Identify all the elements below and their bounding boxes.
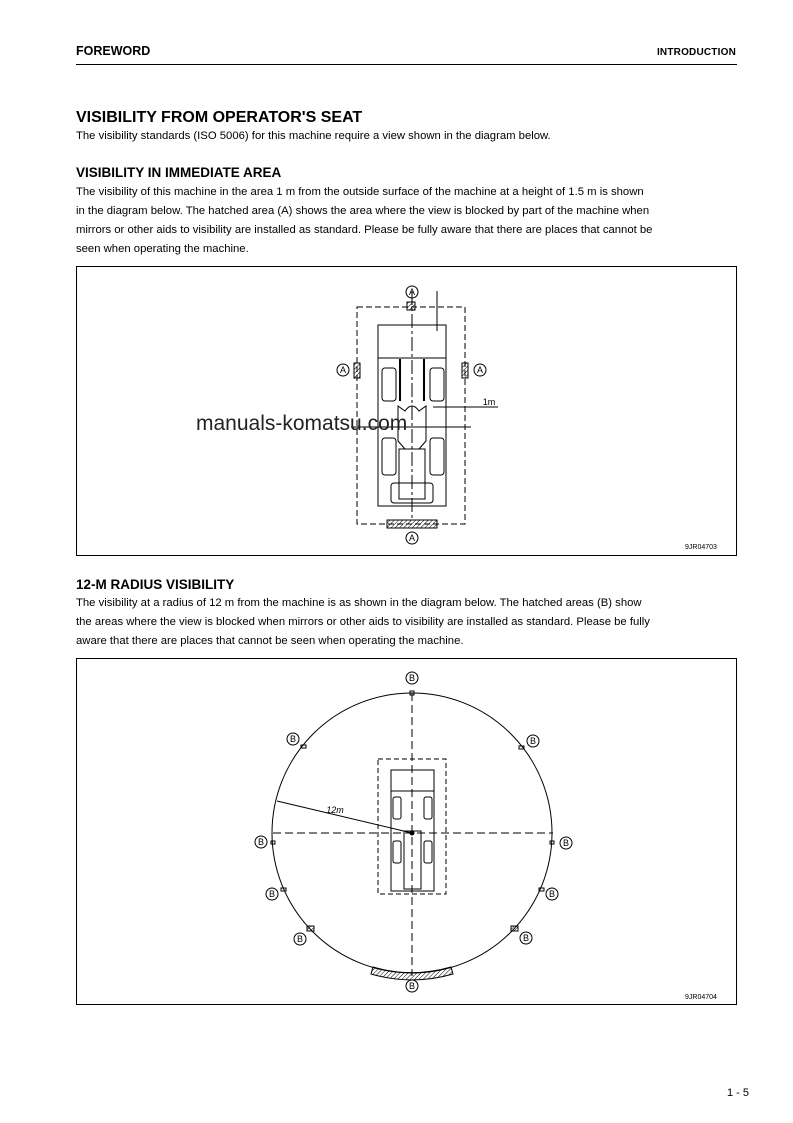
page-title: VISIBILITY FROM OPERATOR'S SEAT xyxy=(76,109,363,126)
label-b: B xyxy=(296,934,304,944)
page-number: 1 - 5 xyxy=(726,1087,749,1099)
immediate-area-diagram xyxy=(77,267,736,555)
intro-text: The visibility standards (ISO 5006) for this machine require a view shown in the diagram below. xyxy=(76,130,551,142)
label-b: B xyxy=(408,981,416,991)
header-divider xyxy=(76,64,737,65)
label-a: A xyxy=(408,533,416,543)
figure-12m-radius xyxy=(76,658,737,1005)
section1-text: in the diagram below. The hatched area (A) shows the area where the view is blocked by part of the machine when xyxy=(76,205,650,217)
figure-immediate-area xyxy=(76,266,737,556)
dimension-12m: 12m xyxy=(326,805,344,815)
radius-diagram xyxy=(77,659,736,1004)
section2-text: The visibility at a radius of 12 m from the machine is as shown in the diagram below. The hatched areas (B) show xyxy=(76,597,642,609)
watermark: manuals-komatsu.com xyxy=(196,412,408,435)
label-b: B xyxy=(257,837,265,847)
section2-heading: 12-M RADIUS VISIBILITY xyxy=(76,577,235,592)
label-a: A xyxy=(408,287,416,297)
figure-code: 9JR04704 xyxy=(685,994,717,1001)
header-chapter: INTRODUCTION xyxy=(656,47,736,58)
section2-text: the areas where the view is blocked when mirrors or other aids to visibility are installed as standard. Please be fully xyxy=(76,616,650,628)
label-b: B xyxy=(529,736,537,746)
label-b: B xyxy=(289,734,297,744)
label-b: B xyxy=(408,673,416,683)
section2-text: aware that there are places that cannot be seen when operating the machine. xyxy=(76,635,464,647)
label-b: B xyxy=(562,838,570,848)
label-b: B xyxy=(268,889,276,899)
label-a: A xyxy=(339,365,347,375)
section1-text: seen when operating the machine. xyxy=(76,243,249,255)
label-b: B xyxy=(522,933,530,943)
header-section: FOREWORD xyxy=(76,44,151,58)
section1-heading: VISIBILITY IN IMMEDIATE AREA xyxy=(76,165,282,180)
label-b: B xyxy=(548,889,556,899)
dimension-1m: 1m xyxy=(482,397,496,407)
figure-code: 9JR04703 xyxy=(685,544,717,551)
label-a: A xyxy=(476,365,484,375)
section1-text: mirrors or other aids to visibility are installed as standard. Please be fully aware that there are places that cannot be xyxy=(76,224,653,236)
section1-text: The visibility of this machine in the area 1 m from the outside surface of the machine at a height of 1.5 m is shown xyxy=(76,186,644,198)
